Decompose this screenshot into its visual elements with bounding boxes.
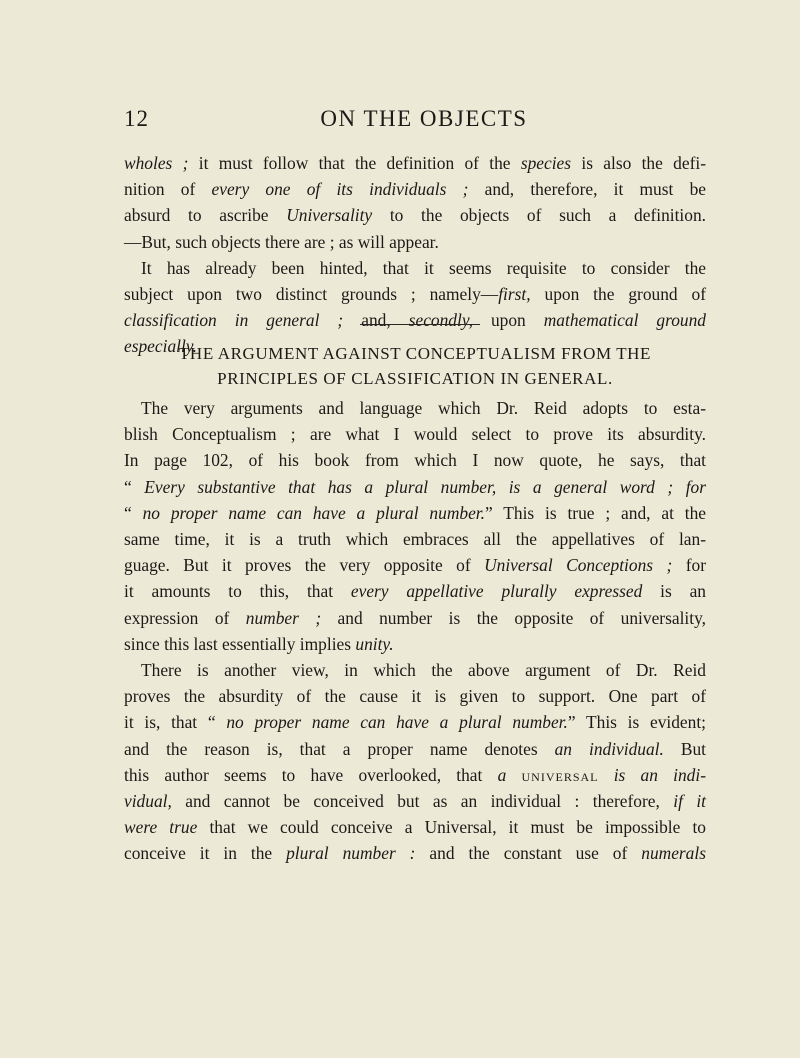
body-text-bottom [124,395,706,867]
text-line: it amounts to this, that every appellative plurally expressed is an [124,581,706,602]
text-line: nition of every one of its individuals ; and, therefore, it must be [124,179,706,200]
text-line: The very arguments and language which Dr. Reid adopts to esta- [141,398,706,418]
section-heading-line-2: PRINCIPLES OF CLASSIFICATION IN GENERAL. [217,369,613,388]
text-line: wholes ; it must follow that the definition of the species is also the defi- [124,153,706,173]
body-text-top [124,150,706,360]
section-heading-line-1: THE ARGUMENT AGAINST CONCEPTUALISM FROM THE [178,344,652,363]
section-heading [124,341,706,391]
text-line: conceive it in the plural number : and the constant use of numerals [124,843,706,864]
text-line: expression of number ; and number is the opposite of universality, [124,607,706,628]
running-title: ON THE OBJECTS [320,106,528,131]
text-line: vidual, and cannot be conceived but as an individual : therefore, if it [124,791,706,812]
text-line: “ Every substantive that has a plural number, is a general word ; for [124,476,706,497]
text-line: absurd to ascribe Universality to the objects of such a definition. [124,205,706,226]
text-line: it is, that “ no proper name can have a plural number.” This is evident; [124,712,706,733]
text-line: blish Conceptualism ; are what I would select to prove its absurdity. [124,424,706,445]
text-line: In page 102, of his book from which I now quote, he says, that [124,450,706,471]
text-line: this author seems to have overlooked, that a universal is an indi- [124,764,706,785]
text-line: There is another view, in which the above argument of Dr. Reid [141,660,706,681]
text-line: It has already been hinted, that it seems requisite to consider the [141,257,706,278]
text-line: since this last essentially implies unity. [124,633,394,654]
text-line: —But, such objects there are ; as will appear. [124,231,439,252]
page-number: 12 [124,106,149,131]
text-line: especially. [124,336,197,357]
text-line: classification in general ; and, secondly, upon mathematical ground [124,310,707,331]
text-line: proves the absurdity of the cause it is given to support. One part of [124,686,706,707]
text-line: “ no proper name can have a plural number.” This is true ; and, at the [124,502,706,523]
text-line: and the reason is, that a proper name denotes an individual. But [124,738,706,759]
section-divider [360,324,480,325]
text-line: subject upon two distinct grounds ; namely—first, upon the ground of [124,284,706,305]
text-line: guage. But it proves the very opposite of Universal Conceptions ; for [124,555,706,576]
text-line: same time, it is a truth which embraces all the appellatives of lan- [124,529,706,550]
text-line: were true that we could conceive a Universal, it must be impossible to [124,817,706,838]
running-head [124,106,704,146]
